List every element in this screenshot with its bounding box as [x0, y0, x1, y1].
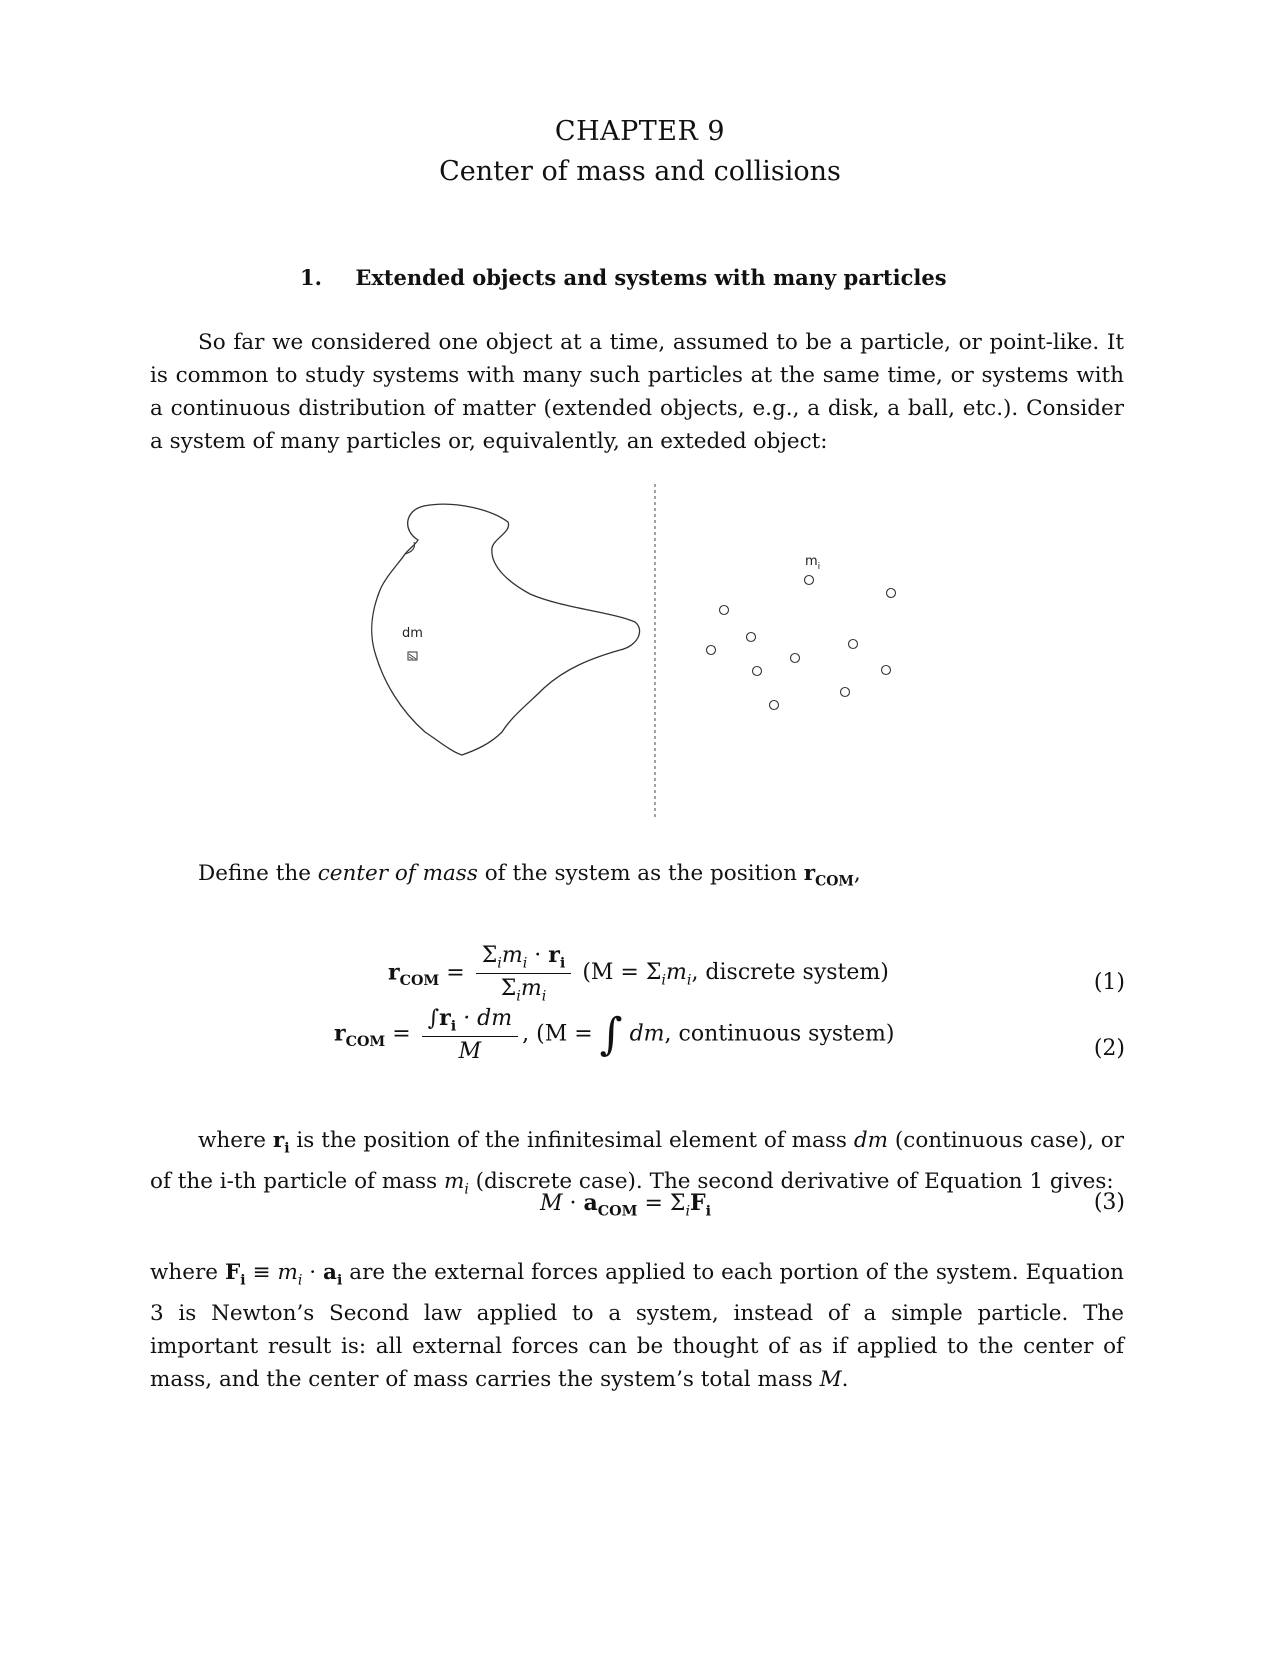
section-number: 1.: [300, 265, 322, 290]
define-emphasis: center of mass: [317, 861, 478, 886]
eq1-denominator: $\Sigma_im_i$: [500, 976, 547, 1005]
eq2-equals: =: [385, 1021, 411, 1047]
section-title: Extended objects and systems with many particles: [355, 265, 947, 290]
chapter-heading: CHAPTER 9: [554, 116, 726, 147]
eq2-fraction: [422, 1005, 518, 1064]
particle: [887, 589, 896, 598]
particle-group: [707, 576, 896, 710]
eq1-numerator: $\Sigma_im_i \cdot r_i$: [476, 942, 572, 974]
define-symbol: r: [803, 861, 816, 886]
define-text-2: of the system as the position: [477, 861, 804, 886]
particle: [791, 654, 800, 663]
chapter-title: Center of mass and collisions: [439, 156, 841, 187]
eq2-note-b: dm: [622, 1021, 665, 1047]
equation-1: [388, 942, 889, 1005]
eq2-number: (2): [1093, 1036, 1125, 1061]
where-paragraph-1: where $r_i$ is the position of the infinitesimal element of mass dm (continuous case), or of the i-th particle of mass $m_i$ (discrete case). The second derivative of Equation 1 gives:: [150, 1128, 1124, 1198]
define-paragraph: [150, 857, 1124, 898]
intro-paragraph: So far we considered one object at a time, assumed to be a particle, or point-like. It is common to study systems with many such particles at the same time, or systems with a continuous distribution of matter (extended objects, e.g., a disk, a ball, etc.). Consider a system of many particles or, equivalently, an exteded object:: [150, 330, 1124, 454]
dm-label: dm: [402, 626, 423, 641]
eq1-note: ($M = \Sigma_im_i$, discrete system): [582, 960, 889, 989]
particle: [805, 576, 814, 585]
eq1-lhs: r: [388, 959, 400, 986]
eq1-number: (1): [1093, 970, 1125, 995]
particle: [770, 701, 779, 710]
eq2-numerator: $\int r_i$ · dm: [422, 1005, 518, 1037]
eq2-lhs: r: [334, 1020, 346, 1047]
eq2-lhs-sub: COM: [345, 1034, 386, 1051]
system-figure: [0, 470, 1280, 830]
define-text: Define the: [198, 861, 318, 886]
eq1-equals: =: [439, 960, 465, 986]
particle: [720, 606, 729, 615]
equation-2: [334, 1005, 894, 1064]
eq1-lhs-sub: COM: [399, 972, 440, 989]
eq2-integral: ∫: [599, 1009, 623, 1061]
particle: [841, 688, 850, 697]
eq2-note-a: , (M =: [522, 1021, 600, 1047]
eq2-note-c: , continuous system): [664, 1021, 895, 1047]
section-heading: [300, 265, 947, 290]
particle: [849, 640, 858, 649]
eq3-number: (3): [1093, 1190, 1125, 1215]
particle: [753, 667, 762, 676]
particle: [882, 666, 891, 675]
define-symbol-sub: COM: [815, 873, 854, 890]
equation-3: $M \cdot a_{COM} = \Sigma_iF_i$: [540, 1190, 712, 1220]
define-end: ,: [853, 861, 861, 886]
particle: [707, 646, 716, 655]
particle: [747, 633, 756, 642]
eq1-fraction: [476, 942, 572, 1005]
mi-label: $m_i$: [805, 554, 821, 572]
eq2-denominator: M: [458, 1039, 482, 1065]
where-paragraph-2: where $F_i \equiv m_i \cdot a_i$ are the external forces applied to each portion of the system. Equation 3 is Newton’s Second law applied to a system, instead of a simple particle. The important result is: all external forces can be thought of as if applied to the center of mass, and the center of mass carries the system’s total mass M.: [150, 1260, 1124, 1393]
